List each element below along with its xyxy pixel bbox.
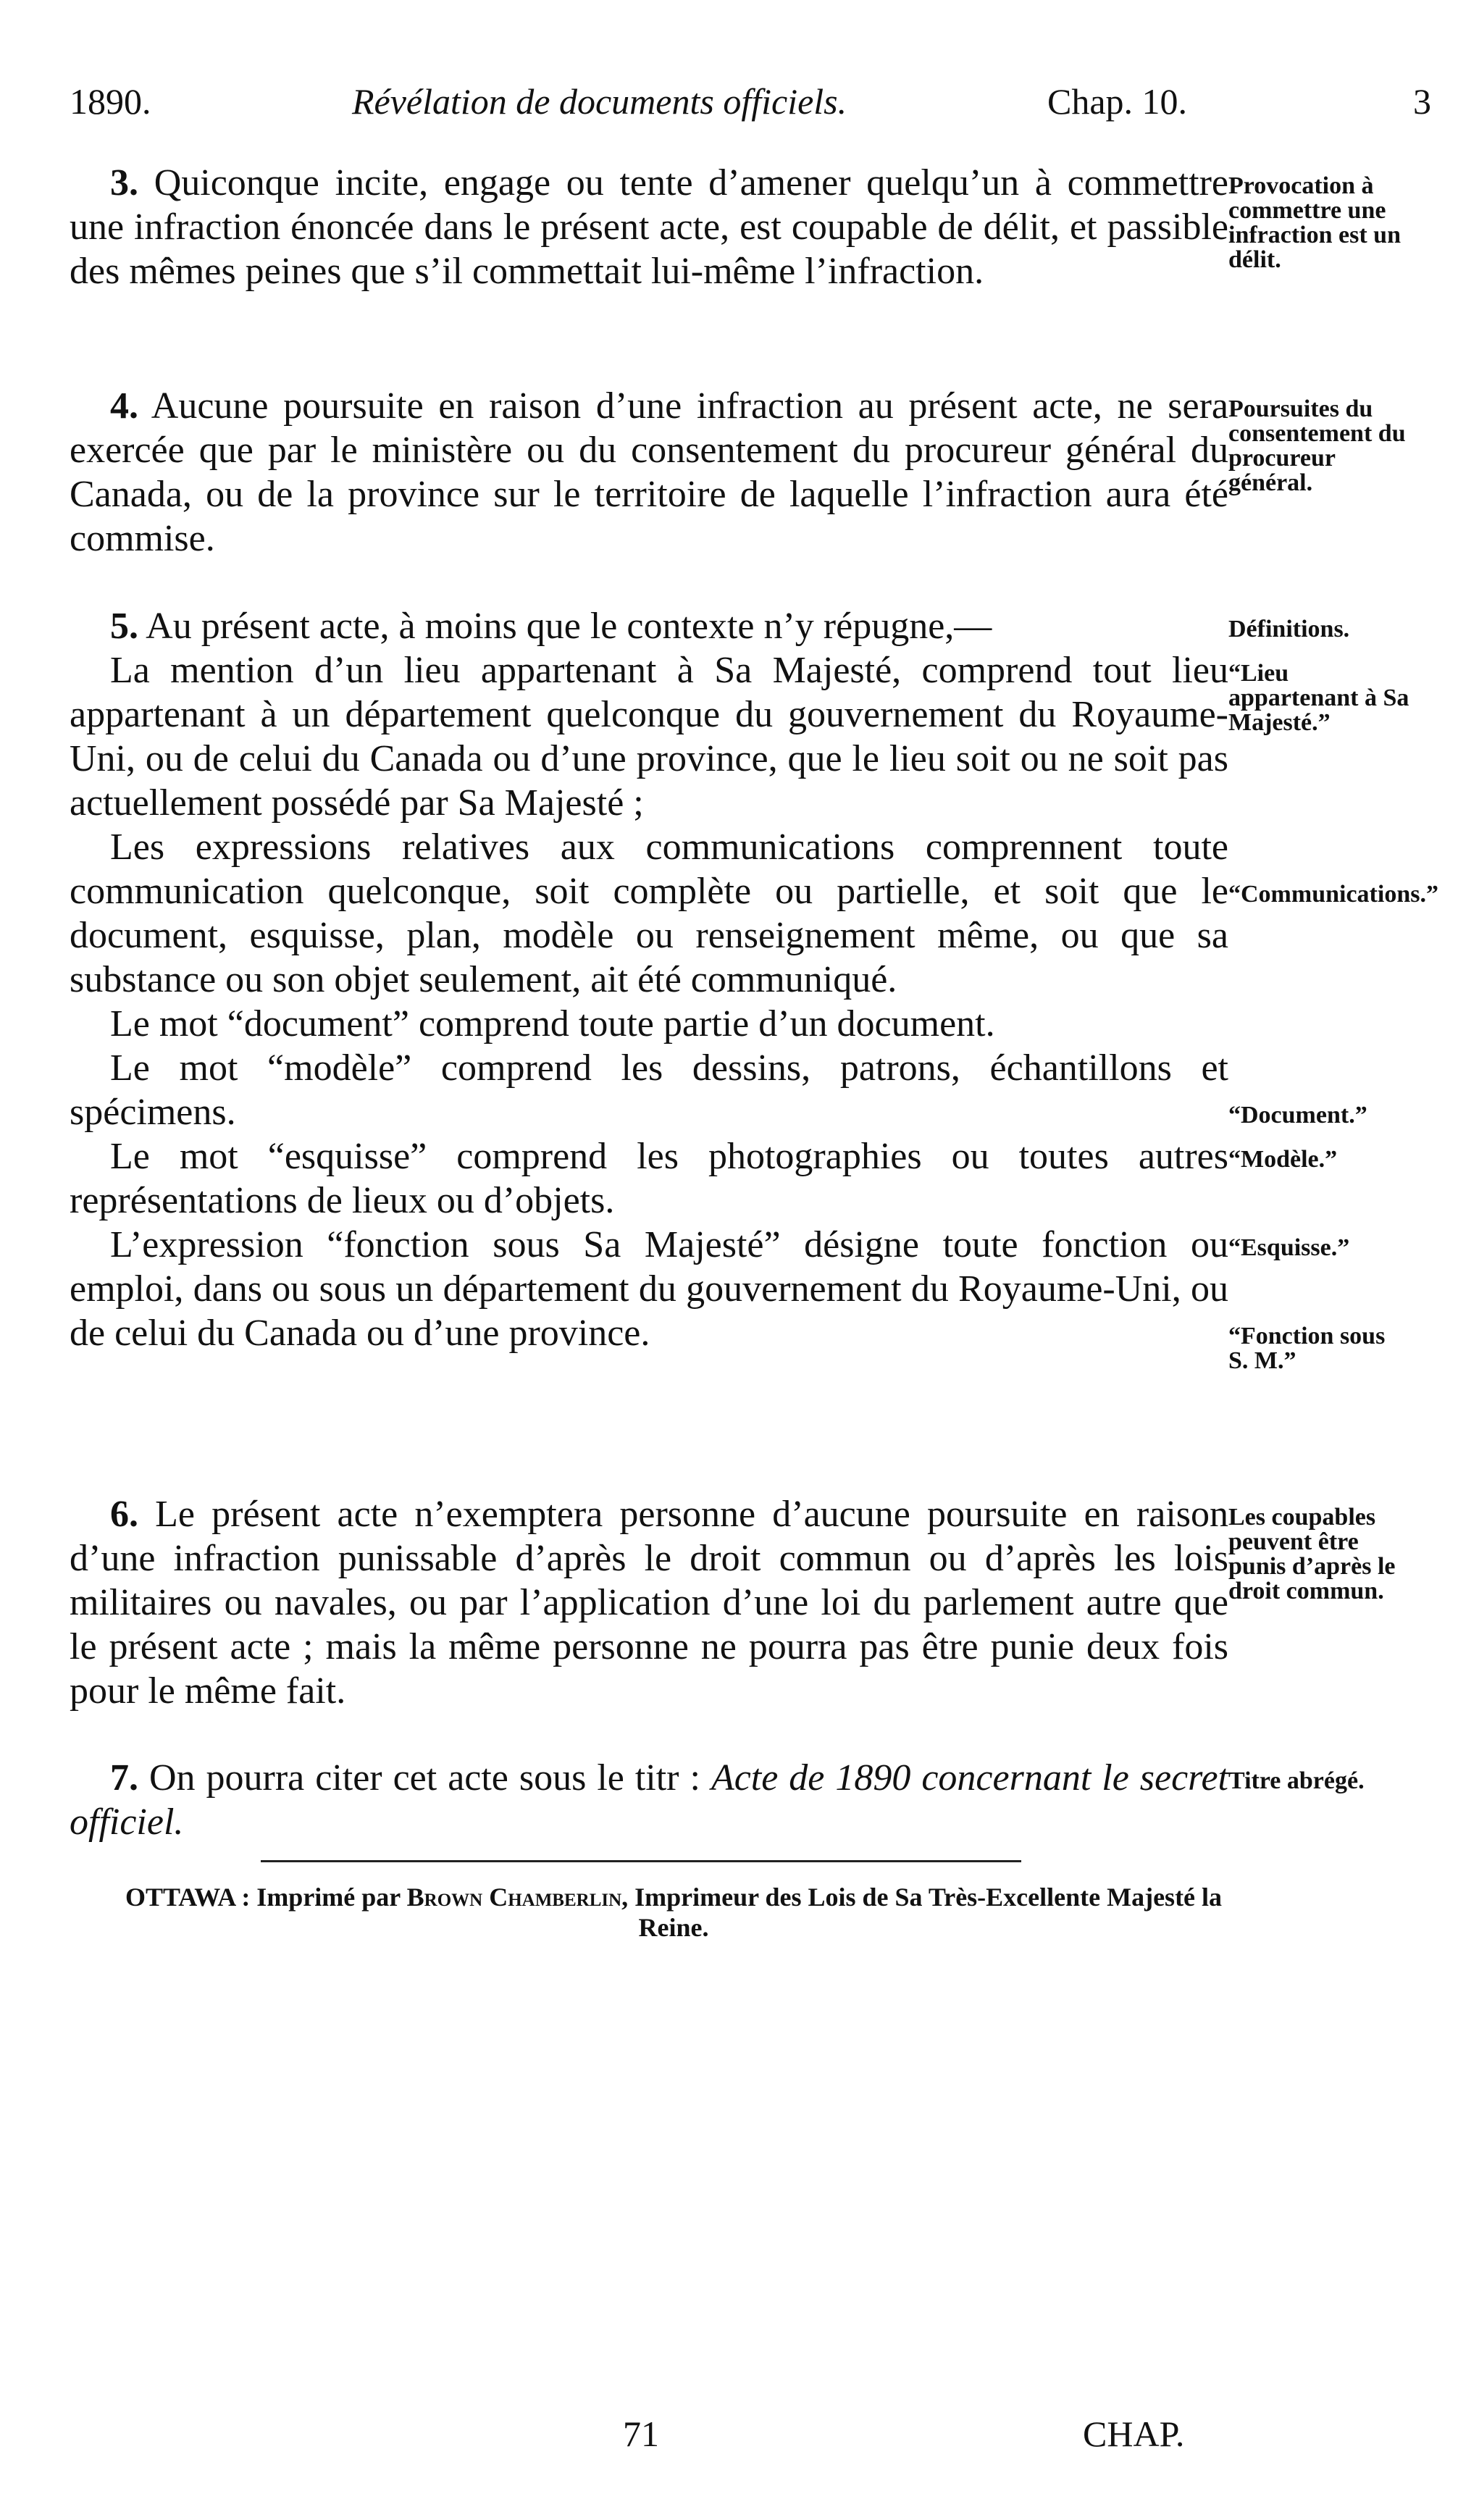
section-number: 4. <box>110 385 138 427</box>
section-7 <box>70 1756 1228 1844</box>
margin-note-7: Titre abrégé. <box>1228 1767 1365 1794</box>
imprint-lead: OTTAWA : Imprimé par <box>125 1883 401 1912</box>
margin-note-modele: “Modèle.” <box>1228 1146 1338 1173</box>
short-title: Acte de 1890 concernant le secret officiel. <box>70 1757 1229 1843</box>
margin-note-document: “Document.” <box>1228 1102 1367 1129</box>
catchword: CHAP. <box>1083 2414 1185 2454</box>
margin-note-4: Poursuites du consentement du procureur général. <box>1228 395 1406 496</box>
imprint-rest: Imprimeur des Lois de Sa Très-Excellente Majesté la Reine. <box>634 1883 1223 1942</box>
definition-communications: Les expressions relatives aux communications comprennent toute communication quelconque, soit complète ou partielle, et soit que le document, esquisse, plan, modèle ou renseignement même, ou que sa substance ou son objet seulement, ait été communiqué. <box>70 826 1228 1000</box>
margin-note-lieu: “Lieu appartenant à Sa Majesté.” <box>1228 660 1409 736</box>
header-chapter: Chap. 10. <box>1047 81 1188 122</box>
section-5-intro <box>70 604 1228 648</box>
section-number: 6. <box>110 1494 138 1535</box>
section-number: 3. <box>110 162 138 204</box>
folio-number: 71 <box>623 2414 659 2454</box>
section-body: On pourra citer cet acte sous le titr : <box>149 1757 700 1799</box>
section-body: Le présent acte n’exemptera personne d’aucune poursuite en raison d’une infraction punissable d’après le droit commun ou d’après les lois militaires ou navales, ou par l’application d’une loi du parlement autre que le présent acte ; mais la même personne ne pourra pas être punie deux fois pour le même fait. <box>70 1494 1229 1712</box>
definition-esquisse: Le mot “esquisse” comprend les photographies ou toutes autres représentations de lieux ou d’objets. <box>70 1136 1228 1221</box>
margin-note-communications: “Communications.” <box>1228 881 1438 908</box>
section-5 <box>70 604 1228 1355</box>
section-4-text <box>70 384 1228 561</box>
section-body: Quiconque incite, engage ou tente d’amener quelqu’un à commettre une infraction énoncée dans le présent acte, est coupable de délit, et passible des mêmes peines que s’il commettait lui-même l’infraction. <box>70 162 1229 292</box>
section-3 <box>70 161 1228 293</box>
margin-note-6: Les coupables peuvent être punis d’après le droit commun. <box>1228 1504 1396 1604</box>
definition-modele: Le mot “modèle” comprend les dessins, patrons, échantillons et spécimens. <box>70 1047 1228 1133</box>
margin-note-esquisse: “Esquisse.” <box>1228 1234 1350 1261</box>
running-header <box>70 72 1431 130</box>
definition-lieu: La mention d’un lieu appartenant à Sa Majesté, comprend tout lieu appartenant à un département quelconque du gouvernement du Royaume-Uni, ou de celui du Canada ou d’une province, que le lieu soit ou ne soit pas actuellement possédé par Sa Majesté ; <box>70 650 1228 824</box>
divider-rule <box>261 1860 1021 1862</box>
section-body: Aucune poursuite en raison d’une infraction au présent acte, ne sera exercée que par le ministère ou du consentement du procureur général du Canada, ou de la province sur le territoire de laquelle l’infraction aura été commise. <box>70 385 1228 559</box>
imprint-printer: Brown Chamberlin, <box>406 1883 629 1912</box>
section-number: 5. <box>110 606 138 647</box>
section-body: Au présent acte, à moins que le contexte n’y répugne,— <box>146 606 992 647</box>
section-6-text <box>70 1492 1228 1713</box>
definition-fonction: L’expression “fonction sous Sa Majesté” désigne toute fonction ou emploi, dans ou sous un département du gouvernement du Royaume-Uni, ou de celui du Canada ou d’une province. <box>70 1224 1228 1354</box>
section-4 <box>70 384 1228 561</box>
printer-imprint <box>101 1882 1246 1943</box>
section-3-text <box>70 161 1228 293</box>
margin-note-fonction: “Fonction sous S. M.” <box>1228 1323 1386 1374</box>
section-7-text <box>70 1756 1228 1844</box>
section-6 <box>70 1492 1228 1713</box>
margin-note-3: Provocation à commettre une infraction est un délit. <box>1228 172 1401 273</box>
margin-note-definitions: Définitions. <box>1228 616 1350 642</box>
definition-document: Le mot “document” comprend toute partie d’un document. <box>110 1003 995 1045</box>
header-title: Révélation de documents officiels. <box>352 81 847 122</box>
header-page-number: 3 <box>1413 81 1431 122</box>
header-year: 1890. <box>70 81 151 122</box>
section-number: 7. <box>110 1757 138 1799</box>
section-5-text <box>70 604 1228 1355</box>
